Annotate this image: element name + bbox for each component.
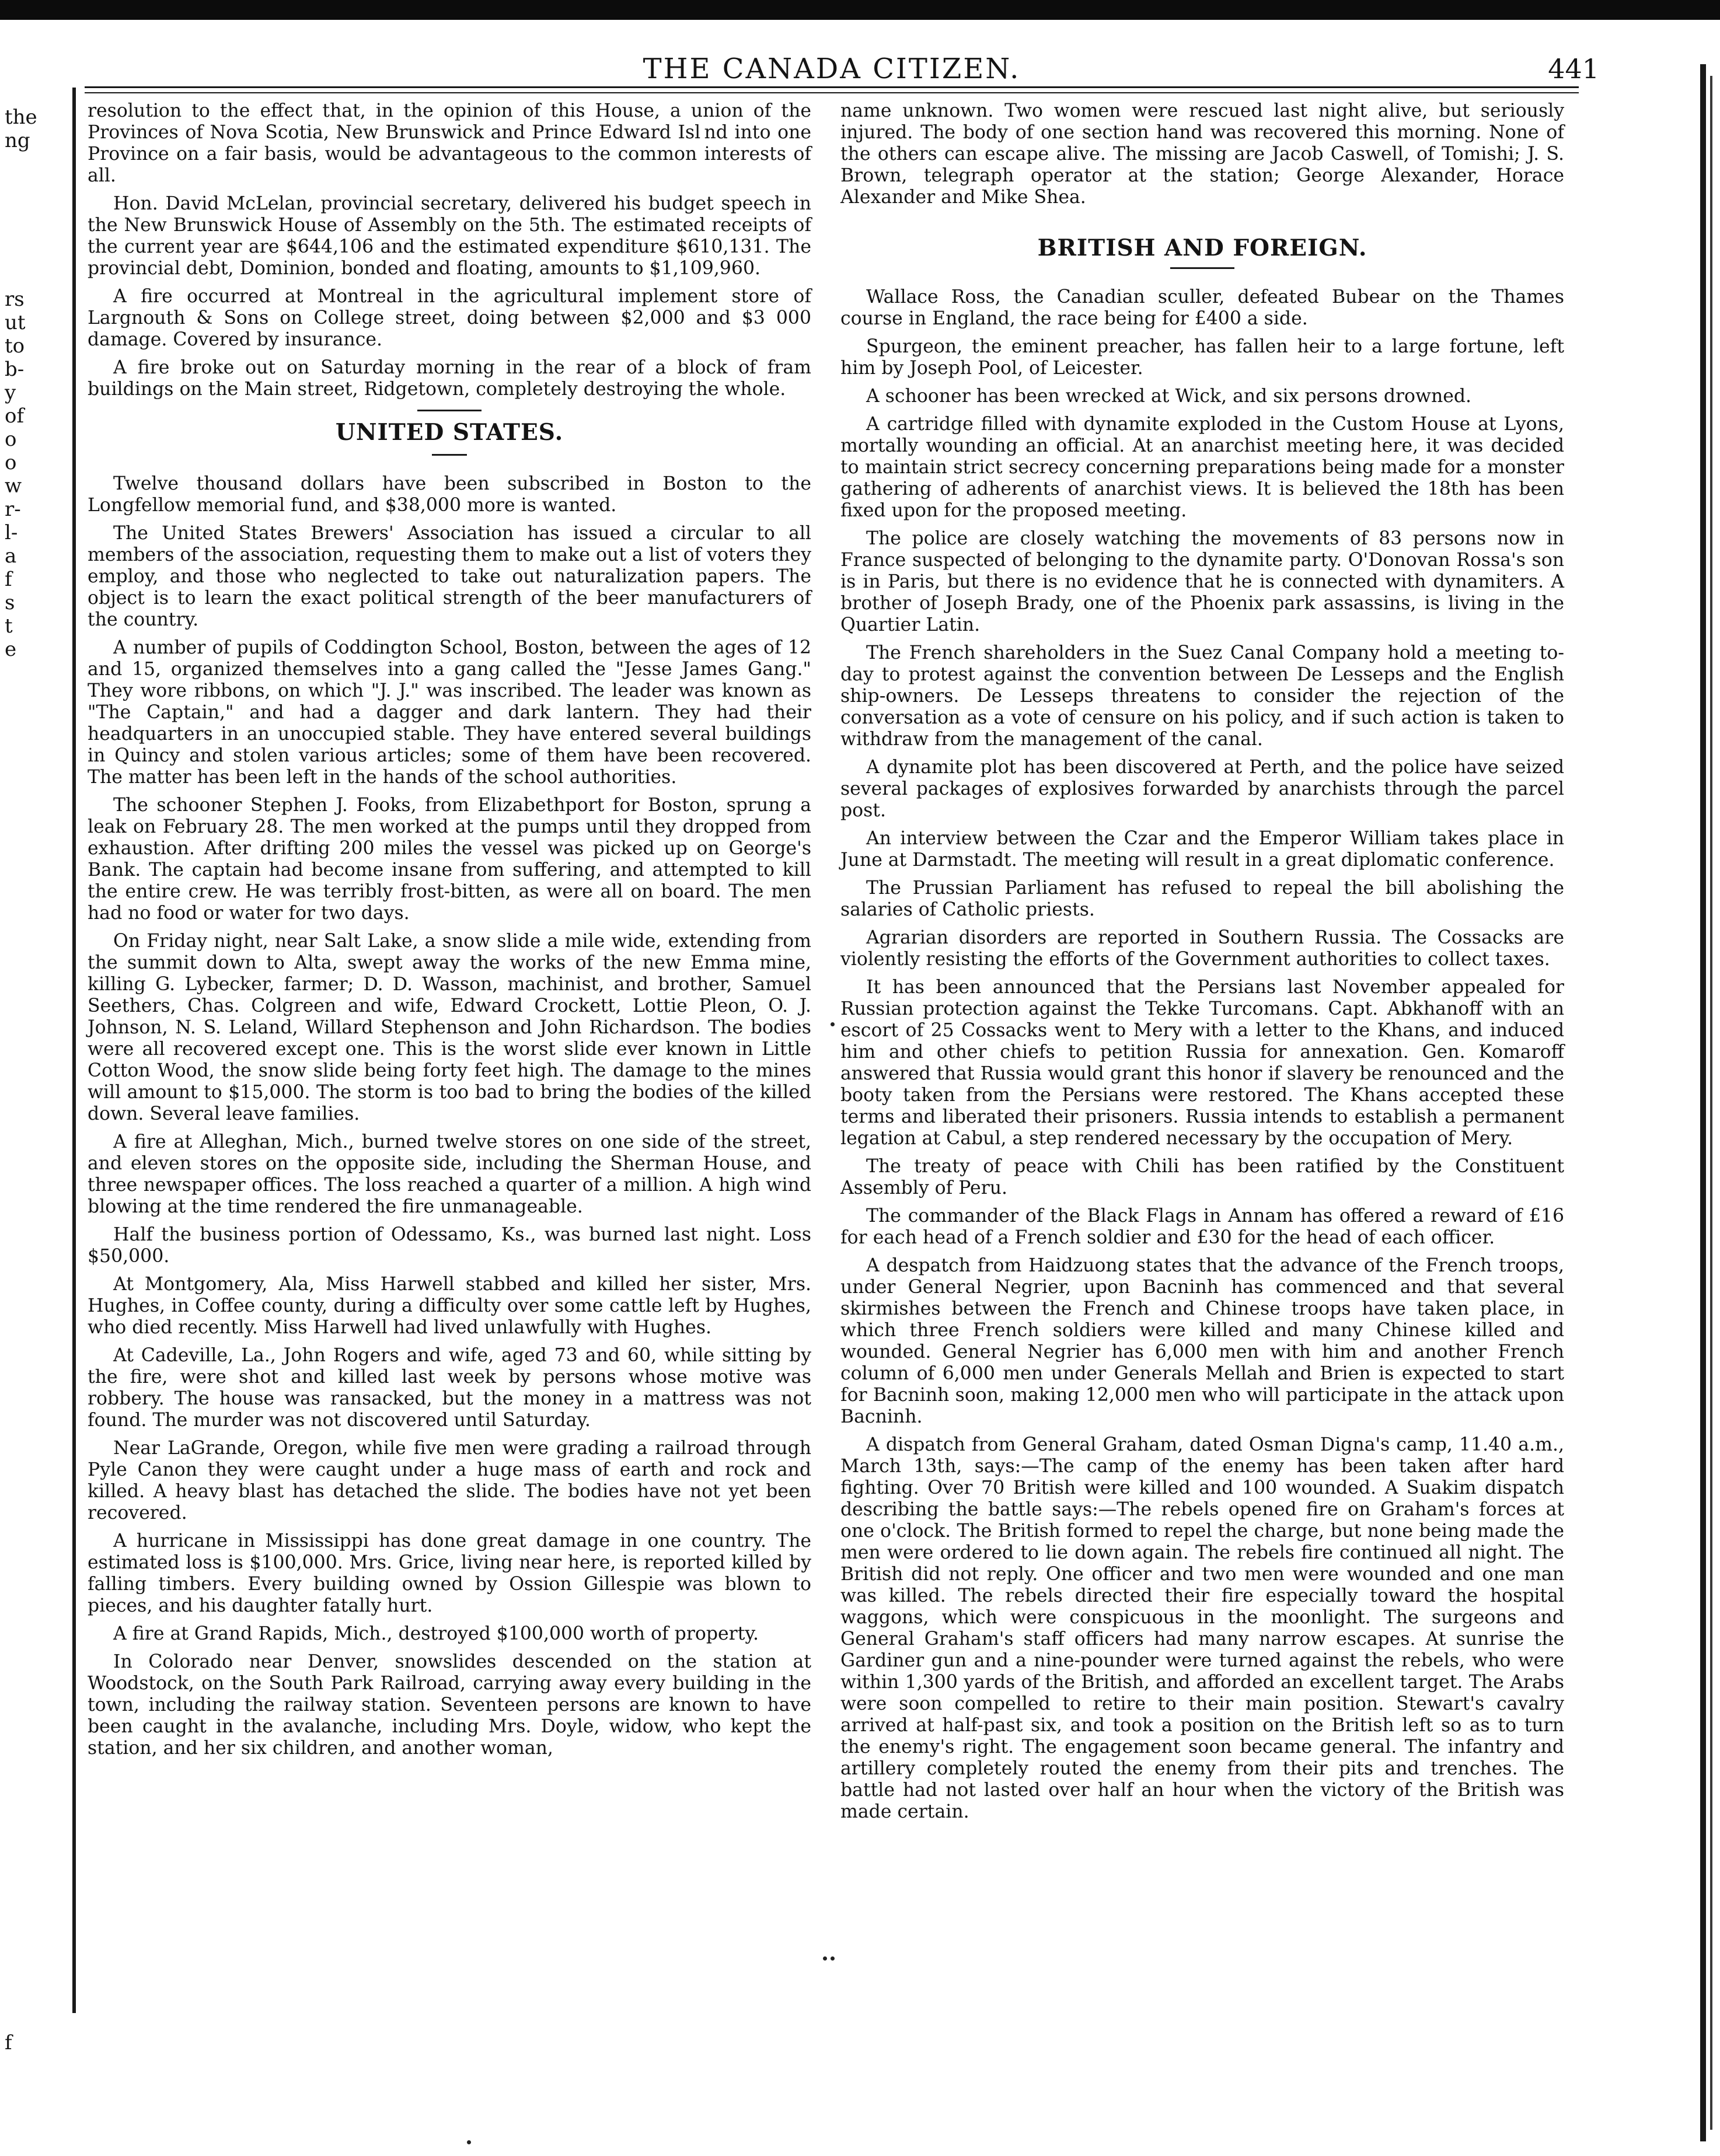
right-scan-rule-inner [1710,76,1712,2130]
left-margin-fragments [0,20,76,2156]
article-paragraph: A fire at Grand Rapids, Mich., destroyed $100,000 worth of property. [113,1623,759,1644]
article-paragraph: The French shareholders in the Suez Canal Company hold a meeting to-day to protest against the convention between De Lesseps and the English ship-owners. De Lesseps threatens to consider the rejection of the conversation as a vote of censure on his policy, and if such action is taken to withdraw from the management of the canal. [840,642,1564,750]
margin-fragment: w [5,474,22,498]
article-paragraph: name unknown. Two women were rescued last night alive, but seriously injured. The body of one section hand was recovered this morning. None of the others can escape alive. The missing are Jacob Caswell, of Tomishi; J. S. Brown, telegraph operator at the station; George Alexander, Horace Alexander and Mike Shea. [840,100,1564,208]
margin-fragment: the [5,106,37,129]
section-heading-united-states: UNITED STATES. [335,419,564,446]
scan-dot [823,1956,827,1961]
scan-dot [831,1956,835,1961]
article-paragraph: The schooner Stephen J. Fooks, from Elizabethport for Boston, sprung a leak on February 28. The men worked at the pumps until they dropped from exhaustion. After drifting 200 miles the vessel was picked up on George's Bank. The captain had become insane from suffering, and attempted to kill the entire crew. He was terribly frost-bitten, as were all on board. The men had no food or water for two days. [88,795,811,924]
section-heading-british-and-foreign: BRITISH AND FOREIGN. [1037,235,1367,261]
article-paragraph: The United States Brewers' Association has issued a circular to all members of the association, requesting them to make out a list of voters they employ, and those who neglected to take out naturalization papers. The object is to learn the exact political strength of the beer manufacturers of the country. [88,523,811,630]
article-paragraph: A cartridge filled with dynamite exploded in the Custom House at Lyons, mortally wounding an official. At an anarchist meeting here, it was decided to maintain strict secrecy concerning preparations being made for a monster gathering of adherents of anarchist views. It is believed the 18th has been fixed upon for the proposed meeting. [840,414,1564,521]
margin-fragment: b- [5,358,25,381]
scan-dot [467,2140,471,2144]
article-paragraph: A fire occurred at Montreal in the agricultural implement store of Largnouth & Sons on College street, doing between $2,000 and $3 000 damage. Covered by insurance. [88,286,811,350]
article-paragraph: Near LaGrande, Oregon, while five men were grading a railroad through Pyle Canon they were caught under a huge mass of earth and rock and killed. A heavy blast has detached the slide. The bodies have not yet been recovered. [88,1438,811,1523]
margin-fragment: ut [5,311,26,334]
margin-fragment: r- [5,498,21,521]
article-paragraph: Half the business portion of Odessamo, Ks., was burned last night. Loss $50,000. [88,1224,811,1267]
right-column [840,100,1564,1829]
margin-fragment: t [5,614,13,638]
margin-fragment: f [5,568,12,591]
left-scan-rule [72,88,76,2013]
article-paragraph: The Prussian Parliament has refused to repeal the bill abolishing the salaries of Catholic priests. [840,878,1564,920]
article-paragraph: A fire broke out on Saturday morning in the rear of a block of fram buildings on the Main street, Ridgetown, completely destroying the whole. [88,357,811,400]
article-paragraph: Hon. David McLelan, provincial secretary, delivered his budget speech in the New Brunswick House of Assembly on the 5th. The estimated receipts of the current year are $644,106 and the estimated expenditure $610,131. The provincial debt, Dominion, bonded and floating, amounts to $1,109,960. [88,193,811,279]
margin-fragment: y [5,381,16,404]
right-scan-rule [1700,64,1706,2141]
top-scan-band [0,0,1720,20]
margin-fragment: ng [5,129,30,152]
article-paragraph: Wallace Ross, the Canadian sculler, defeated Bubear on the Thames course in England, the race being for £400 a side. [840,286,1564,329]
margin-fragment: to [5,334,25,358]
section-divider [1170,267,1234,269]
margin-fragment: f [5,2031,12,2054]
page-number: 441 [1548,53,1599,85]
article-paragraph: resolution to the effect that, in the opinion of this House, a union of the Provinces of Nova Scotia, New Brunswick and Prince Edward Isl nd into one Province on a fair basis, would be advantageous to the common interests of all. [88,100,811,186]
margin-fragment: rs [5,288,25,311]
margin-fragment: s [5,591,15,614]
article-paragraph: An interview between the Czar and the Emperor William takes place in June at Darmstadt. The meeting will result in a great diplomatic conference. [840,828,1564,871]
margin-fragment: o [5,451,17,474]
masthead-title: THE CANADA CITIZEN. [643,53,1021,85]
article-paragraph: A hurricane in Mississippi has done great damage in one country. The estimated loss is $100,000. Mrs. Grice, living near here, is reported killed by falling timbers. Every building owned by Ossion Gillespie was blown to pieces, and his daughter fatally hurt. [88,1530,811,1616]
article-paragraph: Agrarian disorders are reported in Southern Russia. The Cossacks are violently resisting the efforts of the Government authorities to collect taxes. [840,927,1564,970]
margin-fragment: l- [5,521,18,544]
article-paragraph: At Montgomery, Ala, Miss Harwell stabbed and killed her sister, Mrs. Hughes, in Coffee county, during a difficulty over some cattle left by Hughes, who died recently. Miss Harwell had lived unlawfully with Hughes. [88,1274,811,1338]
margin-fragment: a [5,544,17,568]
article-paragraph: The commander of the Black Flags in Annam has offered a reward of £16 for each head of a French soldier and £30 for the head of each officer. [840,1205,1564,1248]
left-column [88,100,811,1766]
article-paragraph: A dynamite plot has been discovered at Perth, and the police have seized several packages of explosives forwarded by anarchists through the parcel post. [840,757,1564,821]
section-subdivider [432,454,467,456]
article-paragraph: It has been announced that the Persians last November appealed for Russian protection against the Tekke Turcomans. Capt. Abkhanoff with an escort of 25 Cossacks went to Mery with a letter to the Khans, and induced him and other chiefs to petition Russia for annexation. Gen. Komaroff answered that Russia would grant this honor if slavery be renounced and the booty taken from the Persians were restored. The Khans accepted these terms and liberated their prisoners. Russia intends to establish a permanent legation at Cabul, a step rendered necessary by the occupation of Mery. [840,977,1564,1149]
scan-dot [831,1022,835,1026]
article-paragraph: At Cadeville, La., John Rogers and wife, aged 73 and 60, while sitting by the fire, were shot and killed last week by persons whose motive was robbery. The house was ransacked, but the money in a mattress was not found. The murder was not discovered until Saturday. [88,1345,811,1431]
article-paragraph: The treaty of peace with Chili has been ratified by the Constituent Assembly of Peru. [840,1156,1564,1198]
article-paragraph: A despatch from Haidzuong states that the advance of the French troops, under General Negrier, upon Bacninh has commenced and that several skirmishes between the French and Chinese troops have taken place, in which three French soldiers were killed and many Chinese killed and wounded. General Negrier has 6,000 men with him and another French column of 6,000 men under Generals Mellah and Brien is expected to start for Bacninh soon, making 12,000 men who will participate in the attack upon Bacninh. [840,1255,1564,1427]
header-rule-thin [85,92,1579,93]
article-paragraph: A schooner has been wrecked at Wick, and six persons drowned. [866,386,1472,407]
article-paragraph: On Friday night, near Salt Lake, a snow slide a mile wide, extending from the summit down to Alta, swept away the works of the new Emma mine, killing G. Lybecker, farmer; D. D. Wasson, machinist, and brother, Samuel Seethers, Chas. Colgreen and wife, Edward Crockett, Lottie Pleon, O. J. Johnson, N. S. Leland, Willard Stephenson and John Richardson. The bodies were all recovered except one. This is the worst slide ever known in Little Cotton Wood, the snow slide being forty feet high. The damage to the mines will amount to $15,000. The storm is too bad to bring the bodies of the killed down. Several leave families. [88,931,811,1124]
article-paragraph: In Colorado near Denver, snowslides descended on the station at Woodstock, on the South Park Railroad, carrying away every building in the town, including the railway station. Seventeen persons are known to have been caught in the avalanche, including Mrs. Doyle, widow, who kept the station, and her six children, and another woman, [88,1651,811,1759]
article-paragraph: A fire at Alleghan, Mich., burned twelve stores on one side of the street, and eleven stores on the opposite side, including the Sherman House, and three newspaper offices. The loss reached a quarter of a million. A high wind blowing at the time rendered the fire unmanageable. [88,1131,811,1217]
masthead [85,51,1579,86]
margin-fragment: of [5,404,25,428]
article-paragraph: Spurgeon, the eminent preacher, has fallen heir to a large fortune, left him by Joseph Pool, of Leicester. [840,336,1564,379]
article-paragraph: The police are closely watching the movements of 83 persons now in France suspected of belonging to the dynamite party. O'Donovan Rossa's son is in Paris, but there is no evidence that he is connected with dynamiters. A brother of Joseph Brady, one of the Phoenix park assassins, is living in the Quartier Latin. [840,528,1564,635]
article-paragraph: Twelve thousand dollars have been subscribed in Boston to the Longfellow memorial fund, and $38,000 more is wanted. [88,473,811,516]
article-paragraph: A dispatch from General Graham, dated Osman Digna's camp, 11.40 a.m., March 13th, says:—The camp of the enemy has been taken after hard fighting. Over 70 British were killed and 100 wounded. A Suakim dispatch describing the battle says:—The rebels opened fire on Graham's forces at one o'clock. The British formed to repel the charge, but none being made the men were ordered to lie down again. The rebels fire continued all night. The British did not reply. One officer and two men were wounded and one man was killed. The rebels directed their fire especially toward the hospital waggons, which were conspicuous in the moonlight. The surgeons and General Graham's staff officers had many narrow escapes. At sunrise the Gardiner gun and a nine-pounder were turned against the rebels, who were within 1,300 yards of the British, and afforded an excellent target. The Arabs were soon compelled to retire to their main position. Stewart's cavalry arrived at half-past six, and took a position on the British left so as to turn the enemy's right. The engagement soon became general. The infantry and artillery completely routed the enemy from their pits and trenches. The battle had not lasted over half an hour when the victory of the British was made certain. [840,1434,1564,1822]
header-rule [85,86,1579,88]
margin-fragment: o [5,428,17,451]
section-divider [417,410,482,411]
margin-fragment: e [5,638,17,661]
article-paragraph: A number of pupils of Coddington School, Boston, between the ages of 12 and 15, organized themselves into a gang called the "Jesse James Gang." They wore ribbons, on which "J. J." was inscribed. The leader was known as "The Captain," and had a dagger and dark lantern. They had their headquarters in an unoccupied stable. They have entered several buildings in Quincy and stolen various articles; some of them have been recovered. The matter has been left in the hands of the school authorities. [88,637,811,788]
